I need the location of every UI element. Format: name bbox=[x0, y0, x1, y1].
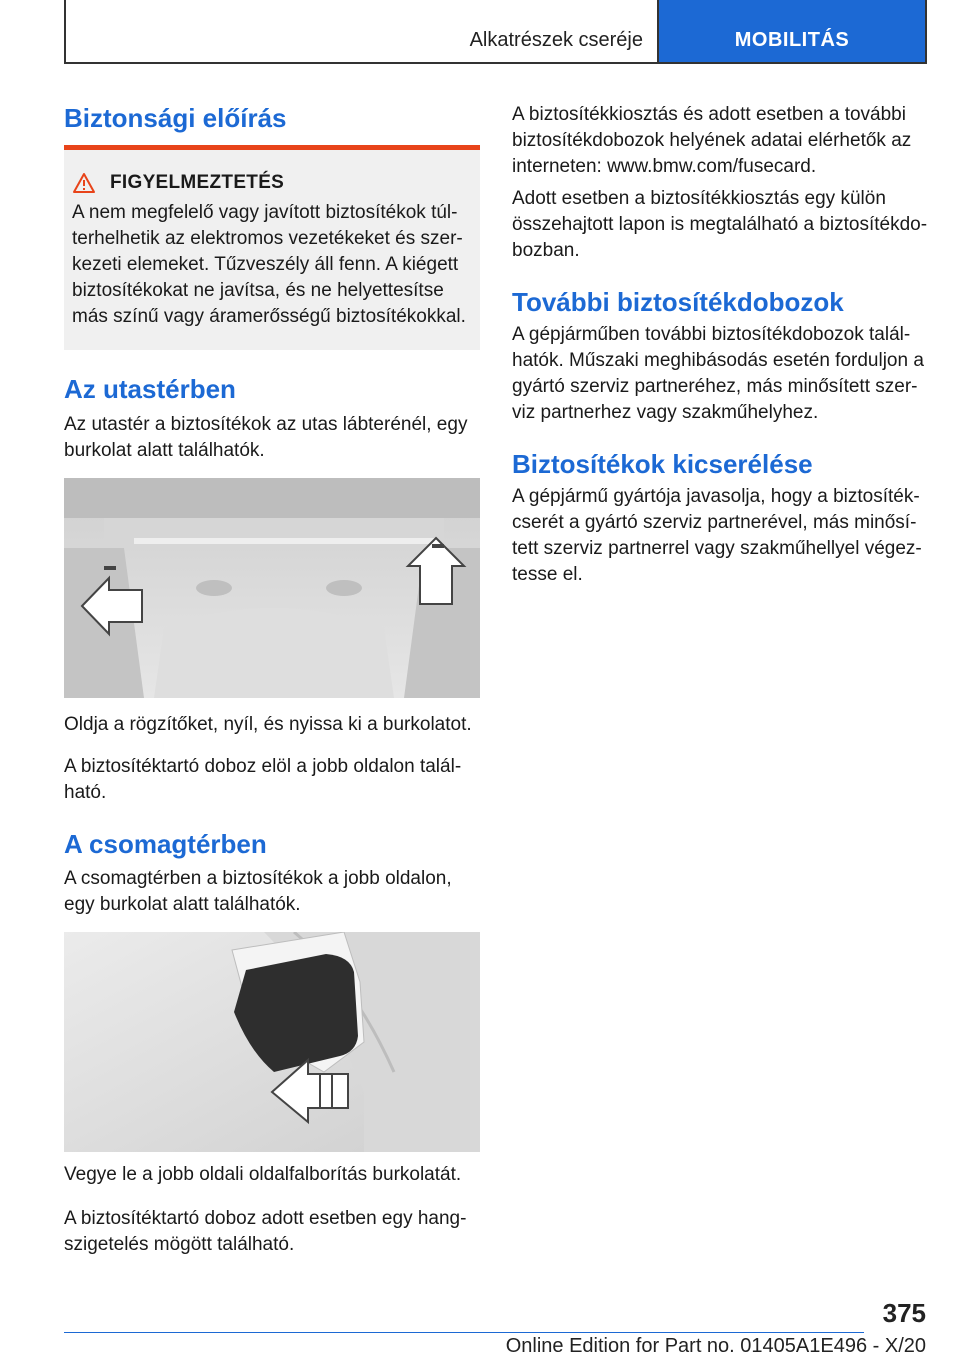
heading-additional-fuse-boxes: További biztosítékdobozok bbox=[512, 287, 844, 317]
luggage-compartment-image bbox=[64, 932, 480, 1152]
section-title: Alkatrészek cseréje bbox=[66, 0, 659, 62]
caption-open-cover: Oldja a rögzítőket, nyíl, és nyissa ki a burkolatot. bbox=[64, 714, 472, 735]
page-number: 375 bbox=[882, 1298, 926, 1328]
heading-replacing-fuses: Biztosítékok kicserélése bbox=[512, 449, 813, 479]
heading-passenger-compartment: Az utastérben bbox=[64, 374, 236, 404]
passenger-footwell-image bbox=[64, 478, 480, 698]
paragraph-insulation: A biztosítéktartó doboz adott esetben egy hang-szigetelés mögött található. bbox=[64, 1208, 467, 1255]
footer-divider bbox=[64, 1332, 864, 1333]
warning-title: FIGYELMEZTETÉS bbox=[110, 172, 285, 193]
heading-safety: Biztonsági előírás bbox=[64, 103, 287, 133]
footer-edition: Online Edition for Part no. 01405A1E496 - X/20 bbox=[505, 1335, 926, 1357]
heading-luggage-compartment: A csomagtérben bbox=[64, 829, 267, 859]
page-header bbox=[64, 0, 927, 64]
paragraph-replacing-fuses: A gépjármű gyártója javasolja, hogy a biztosíték-cserét a gyártó szerviz partnerével, más minősí-tett szerviz partnerrel vagy szakműhellyel végez-tesse el. bbox=[512, 486, 922, 585]
warning-triangle-icon bbox=[72, 172, 96, 194]
paragraph-fuse-assignment: A biztosítékkiosztás és adott esetben a további biztosítékdobozok helyének adatai elérhetők az interneten: www.bmw.com/fusecard. bbox=[512, 104, 912, 177]
paragraph-passenger-compartment: Az utastér a biztosítékok az utas lábterénél, egy burkolat alatt találhatók. bbox=[64, 414, 468, 461]
warning-text: A nem megfelelő vagy javított biztosítékok túl-terhelhetik az elektromos vezetékeket és szer-kezeti elemeket. Tűzveszély áll fenn. A kiégett biztosítékokat ne javítsa, és ne helyettesítse más színű vagy áramerősségű biztosítékokkal. bbox=[72, 202, 466, 327]
paragraph-additional-fuse-boxes: A gépjárműben további biztosítékdobozok talál-hatók. Műszaki meghibásodás esetén forduljon a gyártó szerviz partneréhez, más minősített szer-viz partnerhez vagy szakműhelyhez. bbox=[512, 324, 924, 423]
warning-header bbox=[72, 172, 284, 194]
chapter-tab: MOBILITÁS bbox=[659, 0, 925, 62]
warning-box bbox=[64, 145, 480, 350]
paragraph-folded-sheet: Adott esetben a biztosítékkiosztás egy külön összehajtott lapon is megtalálható a biztosítékdo-bozban. bbox=[512, 188, 928, 261]
caption-remove-panel: Vegye le a jobb oldali oldalfalborítás burkolatát. bbox=[64, 1164, 462, 1185]
paragraph-luggage-compartment: A csomagtérben a biztosítékok a jobb oldalon, egy burkolat alatt találhatók. bbox=[64, 868, 452, 915]
paragraph-fuse-box-location: A biztosítéktartó doboz elöl a jobb oldalon talál-ható. bbox=[64, 756, 462, 803]
